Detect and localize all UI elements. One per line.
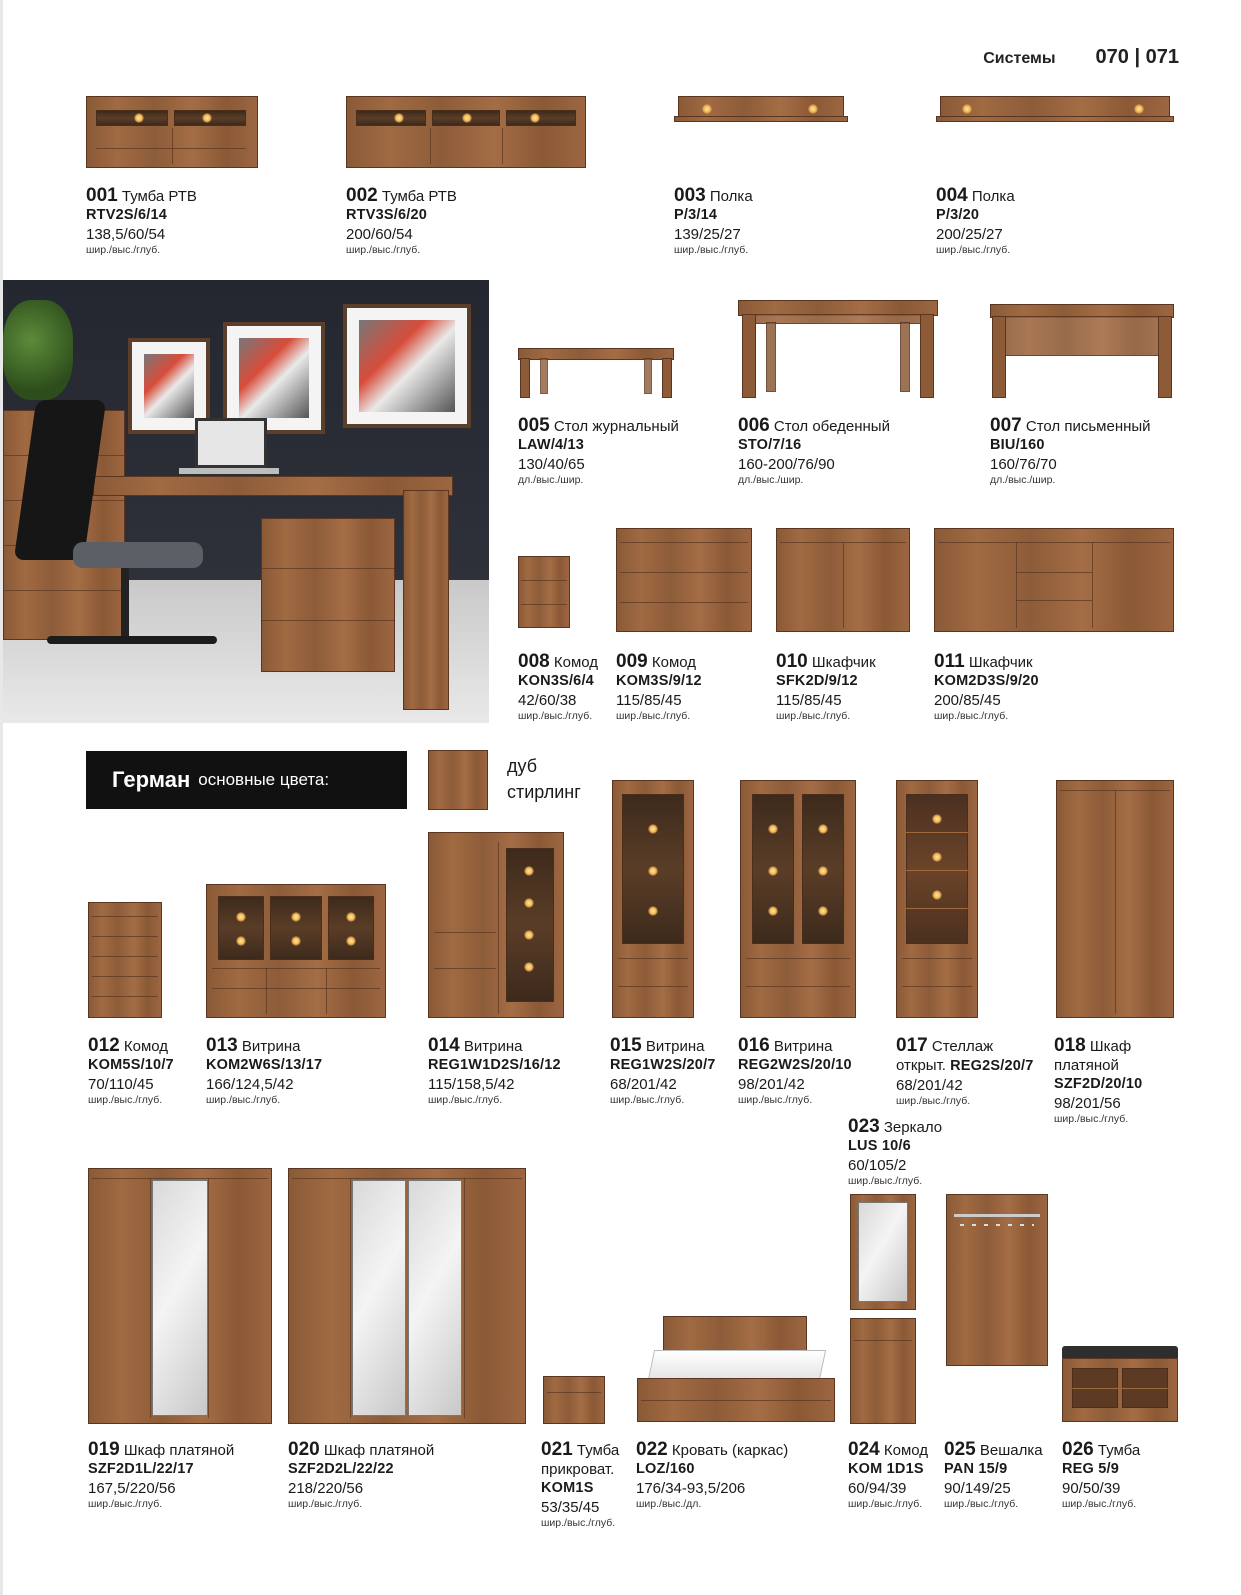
product-017-label <box>896 1036 1034 1108</box>
product-018-image <box>1056 780 1174 1018</box>
product-dimension-units: шир./выс./глуб. <box>346 244 421 256</box>
product-number: 019 <box>88 1439 120 1460</box>
product-003-label <box>674 186 753 257</box>
product-name-continued: прикроват. <box>541 1461 615 1478</box>
product-code: SZF2D/20/10 <box>1054 1076 1143 1092</box>
product-name: Зеркало <box>883 1119 943 1136</box>
collection-legend <box>86 751 407 809</box>
section-title: Системы <box>983 50 1056 67</box>
product-name: Вешалка <box>979 1442 1043 1459</box>
product-019-image <box>88 1168 272 1424</box>
product-dimension-units: дл./выс./шир. <box>518 474 584 486</box>
product-code: RTV2S/6/14 <box>86 207 167 223</box>
product-dimension-units: шир./выс./глуб. <box>86 244 161 256</box>
product-name: Витрина <box>241 1038 301 1055</box>
product-name: Полка <box>971 188 1015 205</box>
product-name: Тумба РТВ <box>381 188 457 205</box>
product-code: KOM5S/10/7 <box>88 1057 174 1073</box>
product-code: PAN 15/9 <box>944 1461 1008 1477</box>
product-dimensions: 70/110/45 <box>88 1076 154 1093</box>
product-code: STO/7/16 <box>738 437 802 453</box>
product-dimension-units: дл./выс./шир. <box>990 474 1056 486</box>
product-name: Шкафчик <box>811 654 876 671</box>
product-dimension-units: шир./выс./глуб. <box>1062 1498 1137 1510</box>
product-number: 023 <box>848 1116 880 1137</box>
product-name: Шкаф платяной <box>323 1442 435 1459</box>
product-002-label <box>346 186 457 257</box>
product-004-image <box>936 96 1174 126</box>
product-name: Кровать (каркас) <box>671 1442 789 1459</box>
product-code: P/3/20 <box>936 207 980 223</box>
legend-caption: основные цвета: <box>198 770 330 789</box>
interior-photo <box>3 280 489 723</box>
product-code: P/3/14 <box>674 207 718 223</box>
product-number: 018 <box>1054 1035 1086 1056</box>
product-number: 015 <box>610 1035 642 1056</box>
product-code: KOM2D3S/9/20 <box>934 673 1039 689</box>
product-dimension-units: шир./выс./глуб. <box>288 1498 363 1510</box>
product-number: 005 <box>518 415 550 436</box>
product-006-image <box>738 300 938 400</box>
product-name: Комод <box>123 1038 169 1055</box>
product-name: Тумба РТВ <box>121 188 197 205</box>
product-dimension-units: шир./выс./глуб. <box>88 1094 163 1106</box>
product-code: KOM2W6S/13/17 <box>206 1057 323 1073</box>
product-012-label <box>88 1036 174 1107</box>
product-name: Шкаф <box>1089 1038 1132 1055</box>
page-header <box>983 46 1179 69</box>
product-number: 017 <box>896 1035 928 1056</box>
product-number: 026 <box>1062 1439 1094 1460</box>
product-name: Витрина <box>773 1038 833 1055</box>
product-dimension-units: шир./выс./глуб. <box>428 1094 503 1106</box>
product-name: Витрина <box>645 1038 705 1055</box>
page-left-border <box>0 0 3 1595</box>
product-number: 016 <box>738 1035 770 1056</box>
product-code: RTV3S/6/20 <box>346 207 427 223</box>
product-dimensions: 60/94/39 <box>848 1480 907 1497</box>
product-002-image <box>346 96 586 172</box>
product-dimensions: 138,5/60/54 <box>86 226 166 243</box>
product-009-label <box>616 652 702 723</box>
product-name: Стол журнальный <box>553 418 679 435</box>
product-024-image <box>850 1318 916 1424</box>
product-016-label <box>738 1036 852 1107</box>
product-code: REG1W2S/20/7 <box>610 1057 716 1073</box>
product-code: LOZ/160 <box>636 1461 695 1477</box>
product-name: Тумба <box>576 1442 620 1459</box>
product-dimension-units: шир./выс./глуб. <box>88 1498 163 1510</box>
product-number: 024 <box>848 1439 880 1460</box>
product-dimension-units: шир./выс./глуб. <box>206 1094 281 1106</box>
product-code: BIU/160 <box>990 437 1045 453</box>
product-dimension-units: шир./выс./глуб. <box>776 710 851 722</box>
product-dimensions: 42/60/38 <box>518 692 577 709</box>
product-dimensions: 53/35/45 <box>541 1499 600 1516</box>
product-dimension-units: шир./выс./глуб. <box>936 244 1011 256</box>
product-dimensions: 160/76/70 <box>990 456 1057 473</box>
product-name: Комод <box>883 1442 929 1459</box>
product-code: REG1W1D2S/16/12 <box>428 1057 561 1073</box>
product-number: 020 <box>288 1439 320 1460</box>
product-dimensions: 90/149/25 <box>944 1480 1011 1497</box>
color-swatch <box>428 750 488 810</box>
product-dimensions: 115/158,5/42 <box>428 1076 515 1093</box>
product-dimension-units: шир./выс./глуб. <box>1054 1113 1129 1125</box>
product-number: 009 <box>616 651 648 672</box>
product-code: REG2W2S/20/10 <box>738 1057 852 1073</box>
product-015-image <box>612 780 694 1018</box>
product-number: 006 <box>738 415 770 436</box>
product-number: 025 <box>944 1439 976 1460</box>
product-number: 008 <box>518 651 550 672</box>
product-015-label <box>610 1036 716 1107</box>
product-005-label <box>518 416 679 487</box>
product-006-label <box>738 416 890 487</box>
product-name: Комод <box>553 654 599 671</box>
product-dimension-units: шир./выс./глуб. <box>848 1175 923 1187</box>
product-004-label <box>936 186 1015 257</box>
product-code: KON3S/6/4 <box>518 673 594 689</box>
product-025-label <box>944 1440 1043 1511</box>
product-017-image <box>896 780 978 1018</box>
product-007-image <box>990 304 1174 400</box>
product-026-image <box>1062 1346 1178 1424</box>
product-dimensions: 130/40/65 <box>518 456 585 473</box>
product-code: SZF2D1L/22/17 <box>88 1461 194 1477</box>
product-dimension-units: шир./выс./глуб. <box>738 1094 813 1106</box>
product-dimension-units: дл./выс./шир. <box>738 474 804 486</box>
product-dimensions: 200/60/54 <box>346 226 413 243</box>
product-dimensions: 176/34-93,5/206 <box>636 1480 746 1497</box>
product-number: 002 <box>346 185 378 206</box>
product-022-label <box>636 1440 788 1511</box>
product-005-image <box>518 348 674 400</box>
product-number: 001 <box>86 185 118 206</box>
product-008-label <box>518 652 598 723</box>
product-022-image <box>637 1316 835 1424</box>
product-name-continued: открыт. <box>896 1057 946 1074</box>
product-018-label <box>1054 1036 1142 1126</box>
product-013-label <box>206 1036 322 1107</box>
product-021-label <box>541 1440 619 1530</box>
product-number: 013 <box>206 1035 238 1056</box>
color-name: дуб стирлинг <box>507 756 581 802</box>
product-number: 007 <box>990 415 1022 436</box>
product-021-image <box>543 1376 605 1424</box>
product-dimension-units: шир./выс./глуб. <box>541 1517 616 1529</box>
product-008-image <box>518 556 570 632</box>
product-code: LAW/4/13 <box>518 437 585 453</box>
product-number: 012 <box>88 1035 120 1056</box>
product-name: Стеллаж <box>931 1038 994 1055</box>
product-010-image <box>776 528 910 632</box>
product-020-image <box>288 1168 526 1424</box>
product-code: LUS 10/6 <box>848 1138 911 1154</box>
product-name: Тумба <box>1097 1442 1141 1459</box>
product-dimension-units: шир./выс./глуб. <box>896 1095 971 1107</box>
product-name: Стол обеденный <box>773 418 890 435</box>
product-026-label <box>1062 1440 1140 1511</box>
product-012-image <box>88 902 162 1018</box>
product-code: KOM1S <box>541 1480 594 1496</box>
product-code: SZF2D2L/22/22 <box>288 1461 394 1477</box>
product-dimension-units: шир./выс./глуб. <box>674 244 749 256</box>
product-dimension-units: шир./выс./глуб. <box>518 710 593 722</box>
product-dimensions: 98/201/42 <box>738 1076 805 1093</box>
product-007-label <box>990 416 1151 487</box>
page-numbers: 070 | 071 <box>1095 46 1179 68</box>
product-010-label <box>776 652 876 723</box>
product-name-continued: платяной <box>1054 1057 1119 1074</box>
product-dimensions: 200/85/45 <box>934 692 1001 709</box>
product-dimensions: 68/201/42 <box>610 1076 677 1093</box>
product-dimensions: 167,5/220/56 <box>88 1480 176 1497</box>
product-number: 022 <box>636 1439 668 1460</box>
product-dimensions: 160-200/76/90 <box>738 456 835 473</box>
product-code: REG 5/9 <box>1062 1461 1120 1477</box>
product-number: 010 <box>776 651 808 672</box>
product-dimensions: 115/85/45 <box>616 692 682 709</box>
product-020-label <box>288 1440 434 1511</box>
product-dimensions: 115/85/45 <box>776 692 842 709</box>
product-code: SFK2D/9/12 <box>776 673 858 689</box>
product-dimension-units: шир./выс./глуб. <box>848 1498 923 1510</box>
product-code: KOM 1D1S <box>848 1461 924 1477</box>
product-dimension-units: шир./выс./глуб. <box>934 710 1009 722</box>
product-number: 021 <box>541 1439 573 1460</box>
product-code: REG2S/20/7 <box>950 1058 1034 1074</box>
product-014-label <box>428 1036 561 1107</box>
product-dimensions: 218/220/56 <box>288 1480 364 1497</box>
product-name: Полка <box>709 188 753 205</box>
product-023-image <box>850 1194 916 1310</box>
product-014-image <box>428 832 564 1018</box>
product-001-label <box>86 186 197 257</box>
product-dimension-units: шир./выс./глуб. <box>616 710 691 722</box>
product-024-label <box>848 1440 928 1511</box>
collection-name: Герман <box>112 767 191 792</box>
product-dimensions: 166/124,5/42 <box>206 1076 294 1093</box>
product-name: Стол письменный <box>1025 418 1151 435</box>
product-dimension-units: шир./выс./глуб. <box>610 1094 685 1106</box>
product-016-image <box>740 780 856 1018</box>
product-011-image <box>934 528 1174 632</box>
plant-icon <box>3 300 73 400</box>
product-dimension-units: шир./выс./глуб. <box>944 1498 1019 1510</box>
product-025-image <box>946 1194 1048 1366</box>
product-number: 003 <box>674 185 706 206</box>
product-003-image <box>674 96 848 126</box>
product-009-image <box>616 528 752 632</box>
product-dimensions: 200/25/27 <box>936 226 1003 243</box>
product-name: Витрина <box>463 1038 523 1055</box>
product-001-image <box>86 96 258 172</box>
product-011-label <box>934 652 1039 723</box>
product-023-label <box>848 1117 942 1188</box>
product-dimension-units: шир./выс./дл. <box>636 1498 702 1510</box>
product-dimensions: 68/201/42 <box>896 1077 963 1094</box>
product-013-image <box>206 884 386 1018</box>
product-name: Шкаф платяной <box>123 1442 235 1459</box>
product-number: 014 <box>428 1035 460 1056</box>
product-name: Комод <box>651 654 697 671</box>
product-code: KOM3S/9/12 <box>616 673 702 689</box>
product-name: Шкафчик <box>968 654 1033 671</box>
product-number: 004 <box>936 185 968 206</box>
product-dimensions: 60/105/2 <box>848 1157 907 1174</box>
product-number: 011 <box>934 651 965 672</box>
product-019-label <box>88 1440 234 1511</box>
product-dimensions: 90/50/39 <box>1062 1480 1121 1497</box>
product-dimensions: 98/201/56 <box>1054 1095 1121 1112</box>
product-dimensions: 139/25/27 <box>674 226 741 243</box>
